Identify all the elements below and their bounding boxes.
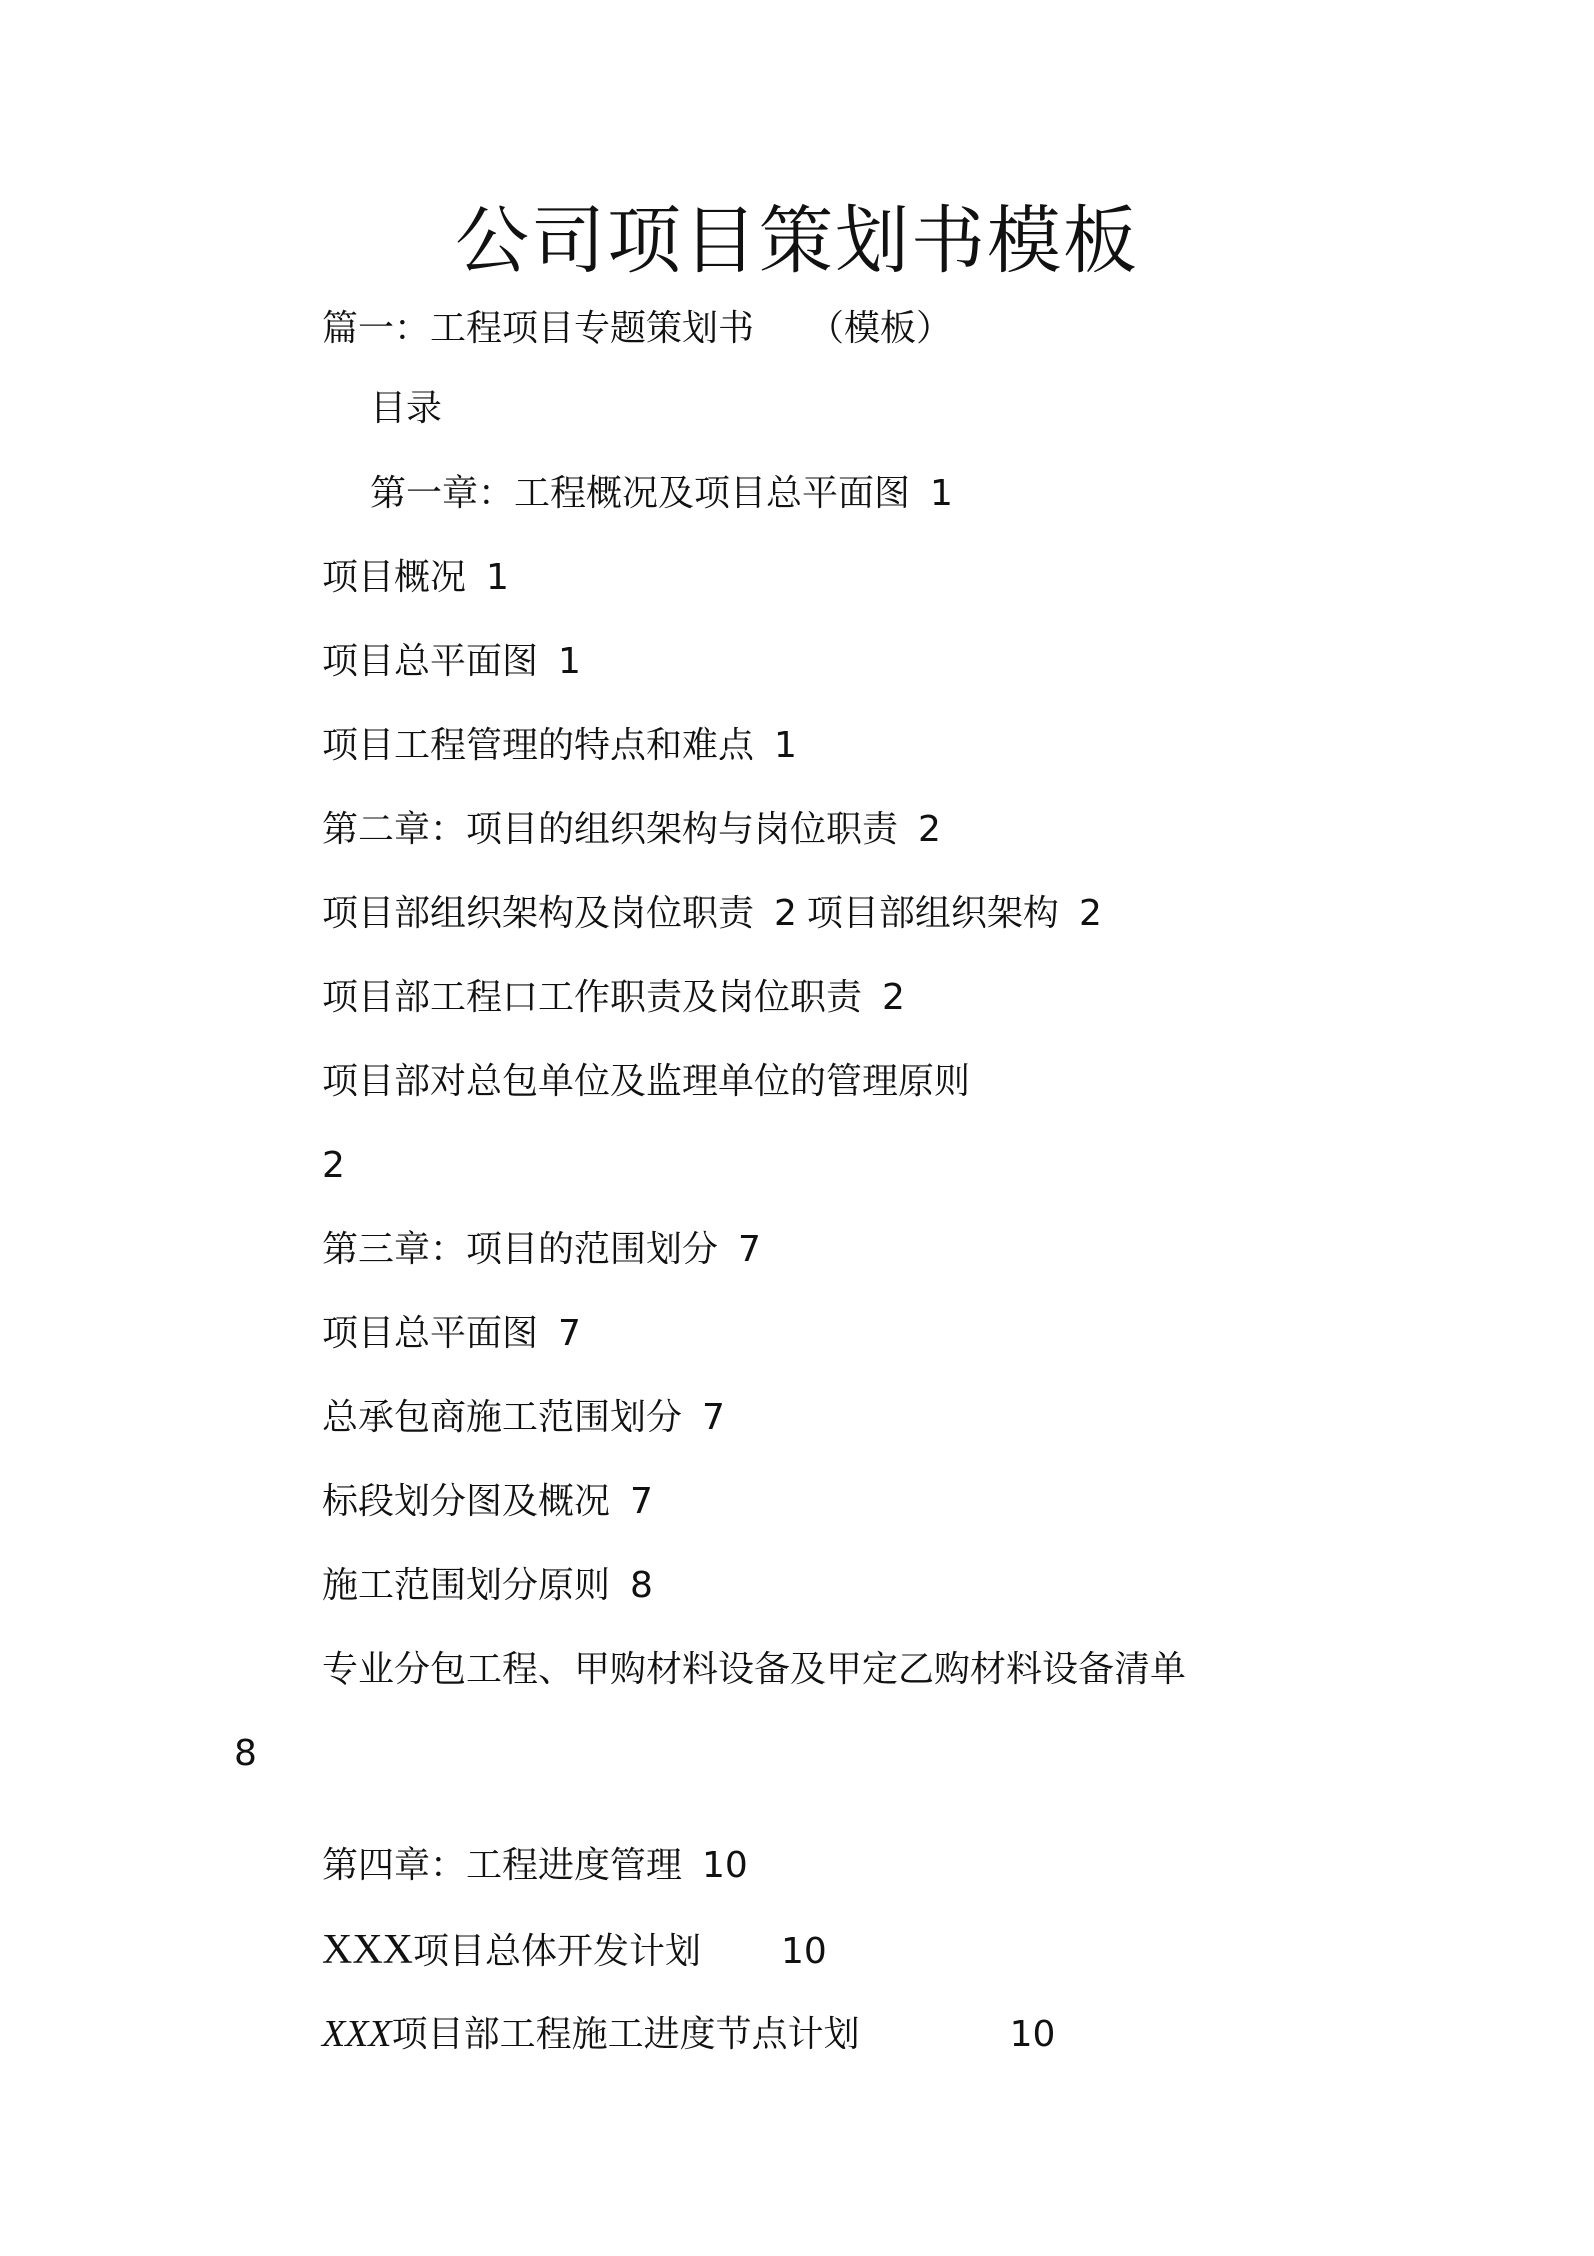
toc-entry-text: 第二章：项目的组织架构与岗位职责 <box>322 809 899 850</box>
toc-heading: 目录 <box>370 388 443 429</box>
toc-entry-page: 1 <box>486 557 509 598</box>
toc-entry-page: 10 <box>1009 2014 1056 2055</box>
document-title: 公司项目策划书模板 <box>455 198 1139 284</box>
toc-entry <box>322 974 905 1022</box>
toc-entry-text: 标段划分图及概况 <box>322 1481 611 1522</box>
toc-entry-text: 第四章：工程进度管理 <box>322 1845 683 1886</box>
toc-entry-text: 专业分包工程、甲购材料设备及甲定乙购材料设备清单 <box>322 1649 1187 1690</box>
toc-entry-text: 总承包商施工范围划分 <box>322 1397 683 1438</box>
toc-entry-text: 项目部工程口工作职责及岗位职责 <box>322 977 863 1018</box>
toc-entry-text: 项目部组织架构及岗位职责 <box>322 893 755 934</box>
toc-entry-page: 2 <box>882 977 905 1018</box>
toc-entry <box>322 1310 581 1358</box>
toc-entry <box>322 1842 748 1890</box>
toc-entry-page: 8 <box>630 1565 653 1606</box>
toc-entry <box>322 638 581 686</box>
toc-entry-text: 项目部工程施工进度节点计划 <box>391 2014 860 2055</box>
toc-entry-text: 项目总平面图 <box>322 641 539 682</box>
toc-entry <box>322 1394 725 1442</box>
toc-entry-text: 项目总体开发计划 <box>413 1931 702 1972</box>
toc-entry-page-secondary: 2 <box>1078 893 1102 934</box>
toc-entry <box>322 1926 827 1976</box>
toc-entry <box>322 890 1102 938</box>
toc-entry-text: 第三章：项目的范围划分 <box>322 1229 719 1270</box>
toc-entry-text: 第一章：工程概况及项目总平面图 <box>370 473 911 514</box>
toc-entry-page: 2 <box>774 893 797 934</box>
toc-entry-page: 8 <box>234 1733 257 1774</box>
toc-entry <box>322 2010 1055 2059</box>
part-heading-suffix: （模板） <box>808 308 953 349</box>
toc-entry <box>322 1478 653 1526</box>
toc-entry <box>322 806 941 854</box>
toc-entry-page: 7 <box>558 1313 581 1354</box>
toc-entry <box>322 1226 761 1274</box>
toc-entry <box>370 470 953 518</box>
toc-entry-page: 10 <box>781 1931 827 1972</box>
toc-entry-page: 7 <box>630 1481 653 1522</box>
toc-entry-prefix: XXX <box>322 2013 392 2055</box>
toc-entry-text: 项目概况 <box>322 557 467 598</box>
toc-entry-page: 2 <box>918 809 941 850</box>
toc-entry-text: 施工范围划分原则 <box>322 1565 611 1606</box>
toc-entry-text-secondary: 项目部组织架构 <box>806 893 1059 934</box>
toc-entry-page: 1 <box>558 641 581 682</box>
toc-entry-prefix: XXX <box>322 1927 413 1973</box>
toc-entry <box>322 554 509 602</box>
toc-entry <box>322 1562 653 1610</box>
toc-entry-page: 1 <box>774 725 797 766</box>
toc-entry-page: 7 <box>738 1229 761 1270</box>
toc-entry <box>322 722 797 770</box>
toc-entry-text: 项目总平面图 <box>322 1313 539 1354</box>
toc-entry-page: 2 <box>322 1145 345 1186</box>
toc-entry-page: 10 <box>702 1845 748 1886</box>
toc-entry-page: 1 <box>930 473 953 514</box>
part-heading-text: 篇一：工程项目专题策划书 <box>322 308 755 349</box>
toc-entry-page: 7 <box>702 1397 725 1438</box>
toc-entry-text: 项目部对总包单位及监理单位的管理原则 <box>322 1061 971 1102</box>
toc-entry-text: 项目工程管理的特点和难点 <box>322 725 755 766</box>
part-heading <box>322 305 952 353</box>
